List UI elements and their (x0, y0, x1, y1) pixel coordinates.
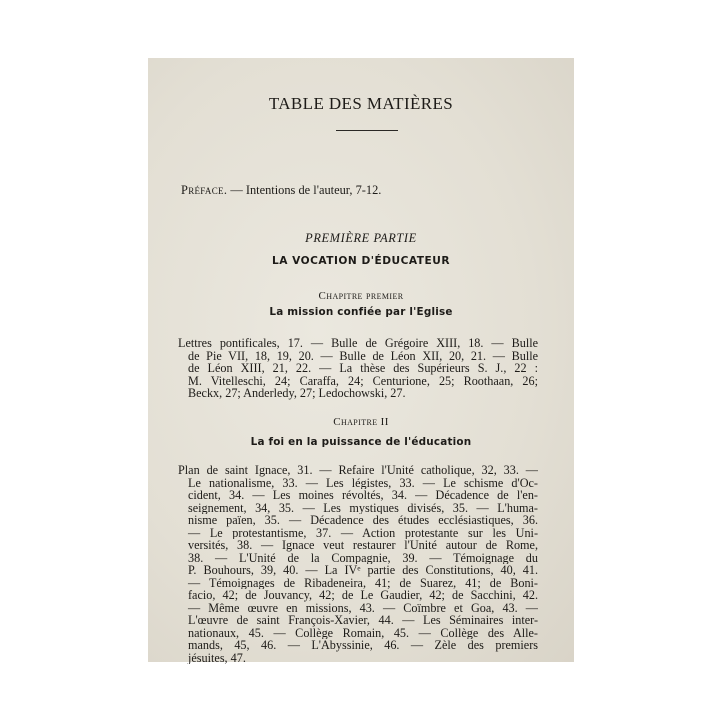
preface-label: Préface. (181, 183, 228, 197)
preface-text: — Intentions de l'auteur, 7-12. (227, 183, 382, 197)
title-rule (336, 130, 398, 131)
entry-line: — Témoignages de Ribadeneira, 41; de Suarez, 41; de Boni- (188, 576, 538, 589)
entry-line: 38. — L'Unité de la Compagnie, 39. — Témoignage du (188, 551, 538, 564)
chapter-1-entries (178, 337, 538, 400)
entry-line: cident, 34. — Les moines révoltés, 34. — Décadence de l'en- (188, 489, 538, 502)
entry-line: Le nationalisme, 33. — Les légistes, 33. — Le schisme d'Oc- (188, 476, 538, 489)
entry-line: — Le protestantisme, 37. — Action protestante sur les Uni- (188, 526, 538, 539)
entry-line: Lettres pontificales, 17. — Bulle de Grégoire XIII, 18. — Bulle (178, 337, 538, 350)
part-title: LA VOCATION D'ÉDUCATEUR (271, 255, 451, 267)
entry-line: L'œuvre de saint François-Xavier, 44. — Les Séminaires inter- (188, 614, 538, 627)
entry-line: jésuites, 47. (188, 651, 246, 664)
entry-line: versités, 38. — Ignace veut restaurer l'Unité autour de Rome, (188, 539, 538, 552)
chapter-1-title: La mission confiée par l'Eglise (269, 306, 453, 318)
chapter-2-title: La foi en la puissance de l'éducation (250, 436, 472, 448)
page-title: TABLE DES MATIÈRES (268, 94, 454, 113)
entry-line: nationaux, 45. — Collège Romain, 45. — Collège des Alle- (188, 626, 538, 639)
entry-line: M. Vitelleschi, 24; Caraffa, 24; Centurione, 25; Roothaan, 26; (188, 374, 538, 387)
entry-line: de Pie VII, 18, 19, 20. — Bulle de Léon XII, 20, 21. — Bulle (188, 349, 538, 362)
entry-line: de Léon XIII, 21, 22. — La thèse des Supérieurs S. J., 22 : (188, 362, 538, 375)
entry-line: facio, 42; de Jouvancy, 42; de Le Gaudier, 42; de Sacchini, 42. (188, 589, 538, 602)
chapter-2-label: Chapitre II (333, 416, 389, 428)
entry-line: Plan de saint Ignace, 31. — Refaire l'Unité catholique, 32, 33. — (178, 464, 538, 477)
entry-line: seignement, 34, 35. — Les mystiques divisés, 35. — L'huma- (188, 501, 538, 514)
preface-entry (181, 183, 381, 198)
entry-line: nisme païen, 35. — Décadence des études ecclésiastiques, 36. (188, 514, 538, 527)
entry-line: — Même œuvre en missions, 43. — Coïmbre et Goa, 43. — (188, 601, 538, 614)
entry-line: mands, 45, 46. — L'Abyssinie, 46. — Zèle des premiers (188, 639, 538, 652)
entry-line: Beckx, 27; Anderledy, 27; Ledochowski, 27. (188, 387, 406, 400)
chapter-2-entries (178, 464, 538, 664)
book-page (148, 58, 574, 662)
chapter-1-label: Chapitre premier (318, 290, 404, 302)
entry-line: P. Bouhours, 39, 40. — La IVᵉ partie des Constitutions, 40, 41. (188, 564, 538, 577)
part-label: PREMIÈRE PARTIE (305, 231, 417, 245)
